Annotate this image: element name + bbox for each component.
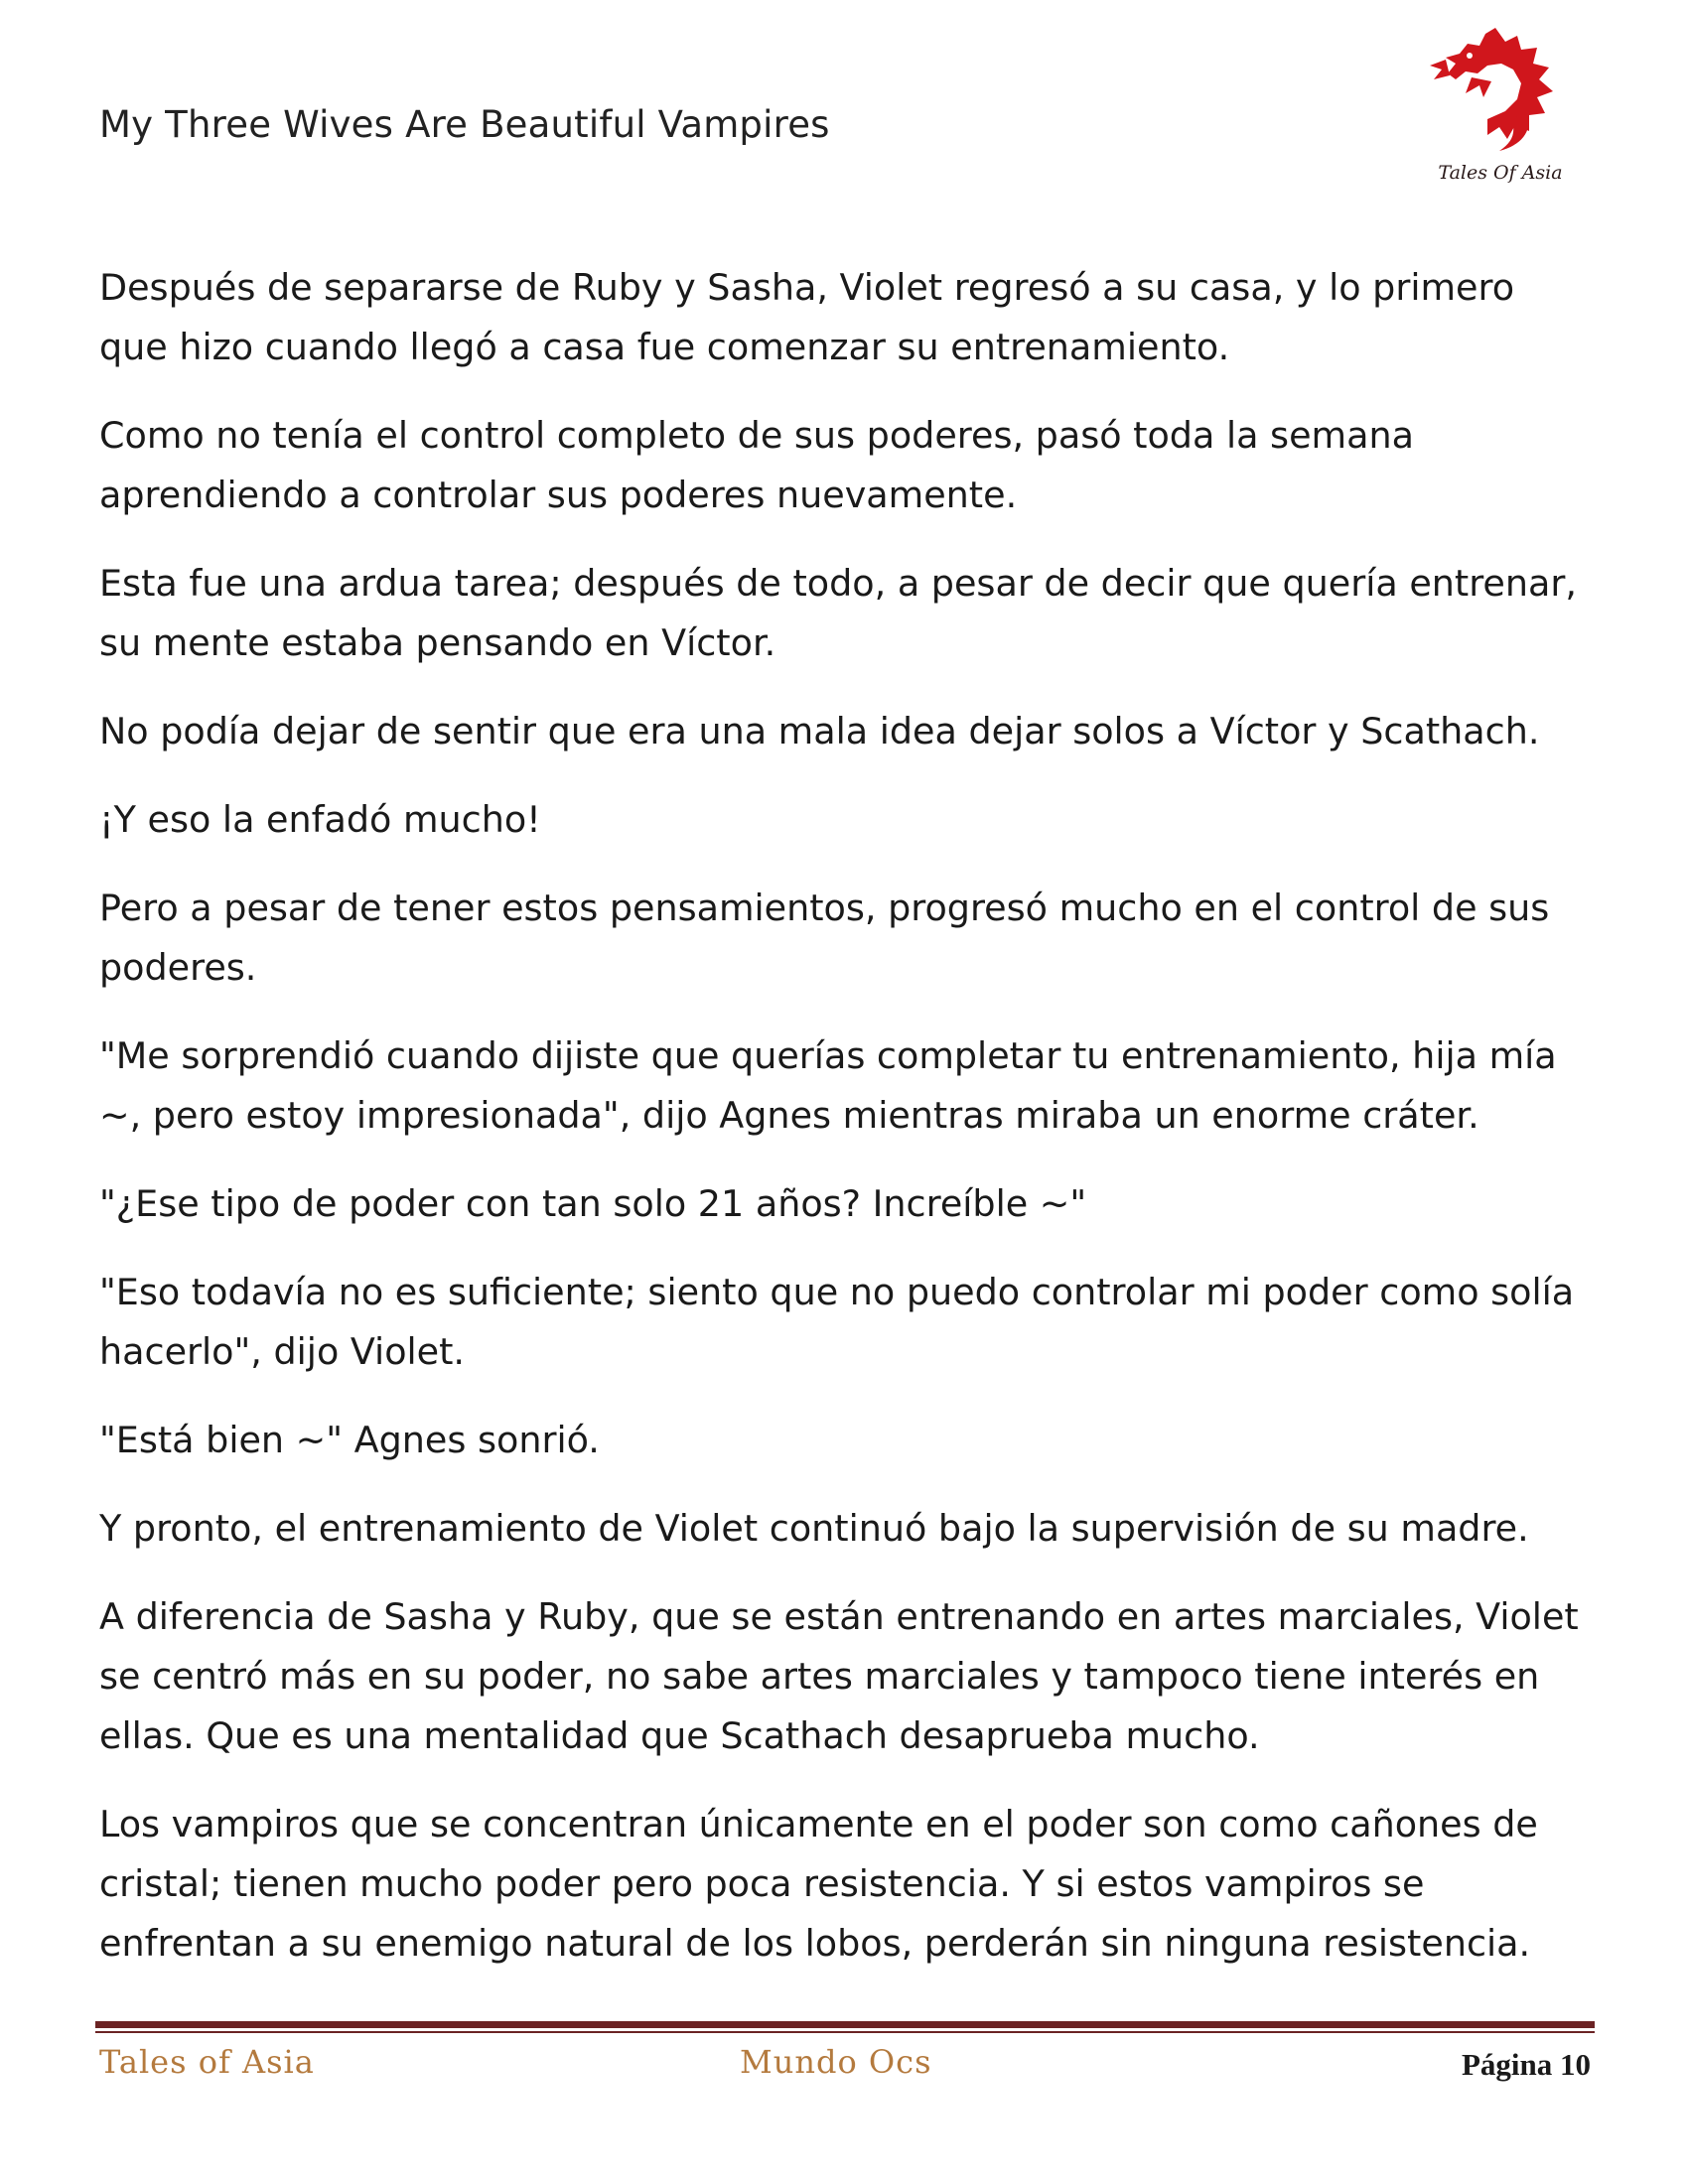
- red-dragon-icon: [1426, 20, 1575, 159]
- paragraph: Y pronto, el entrenamiento de Violet continuó bajo la supervisión de su madre.: [99, 1507, 1529, 1550]
- paragraph: "Eso todavía no es suficiente; siento que no puedo controlar mi poder como solía hacerlo", dijo Violet.: [99, 1271, 1575, 1373]
- paragraph: A diferencia de Sasha y Ruby, que se están entrenando en artes marciales, Violet se centró más en su poder, no sabe artes marciales y tampoco tiene interés en ellas. Que es una mentalidad que Scathach desaprueba mucho.: [99, 1595, 1579, 1757]
- paragraph: ¡Y eso la enfadó mucho!: [99, 798, 541, 841]
- page-title: My Three Wives Are Beautiful Vampires: [99, 103, 830, 146]
- paragraph: Después de separarse de Ruby y Sasha, Violet regresó a su casa, y lo primero que hizo cuando llegó a casa fue comenzar su entrenamiento.: [99, 266, 1515, 368]
- footer-site: Mundo Ocs: [740, 2043, 932, 2081]
- paragraph: No podía dejar de sentir que era una mala idea dejar solos a Víctor y Scathach.: [99, 710, 1540, 752]
- paragraph: Pero a pesar de tener estos pensamientos, progresó mucho en el control de sus poderes.: [99, 887, 1550, 989]
- footer-publisher: Tales of Asia: [99, 2043, 315, 2081]
- logo-text: Tales Of Asia: [1438, 162, 1563, 184]
- paragraph: "Me sorprendió cuando dijiste que querías completar tu entrenamiento, hija mía ~, pero estoy impresionada", dijo Agnes mientras miraba un enorme cráter.: [99, 1034, 1557, 1137]
- paragraph: Esta fue una ardua tarea; después de todo, a pesar de decir que quería entrenar, su mente estaba pensando en Víctor.: [99, 562, 1577, 664]
- footer-divider-thin: [95, 2031, 1595, 2033]
- paragraph: "¿Ese tipo de poder con tan solo 21 años? Increíble ~": [99, 1182, 1087, 1225]
- chapter-body: [99, 258, 1589, 2002]
- tales-of-asia-logo: [1426, 20, 1575, 184]
- paragraph: Los vampiros que se concentran únicamente en el poder son como cañones de cristal; tienen mucho poder pero poca resistencia. Y si estos vampiros se enfrentan a su enemigo natural de los lobos, perderán sin ninguna resistencia.: [99, 1803, 1538, 1965]
- paragraph: "Está bien ~" Agnes sonrió.: [99, 1419, 600, 1461]
- paragraph: Como no tenía el control completo de sus poderes, pasó toda la semana aprendiendo a controlar sus poderes nuevamente.: [99, 414, 1414, 516]
- page-number: Página 10: [1461, 2047, 1591, 2082]
- footer-divider: [95, 2021, 1595, 2028]
